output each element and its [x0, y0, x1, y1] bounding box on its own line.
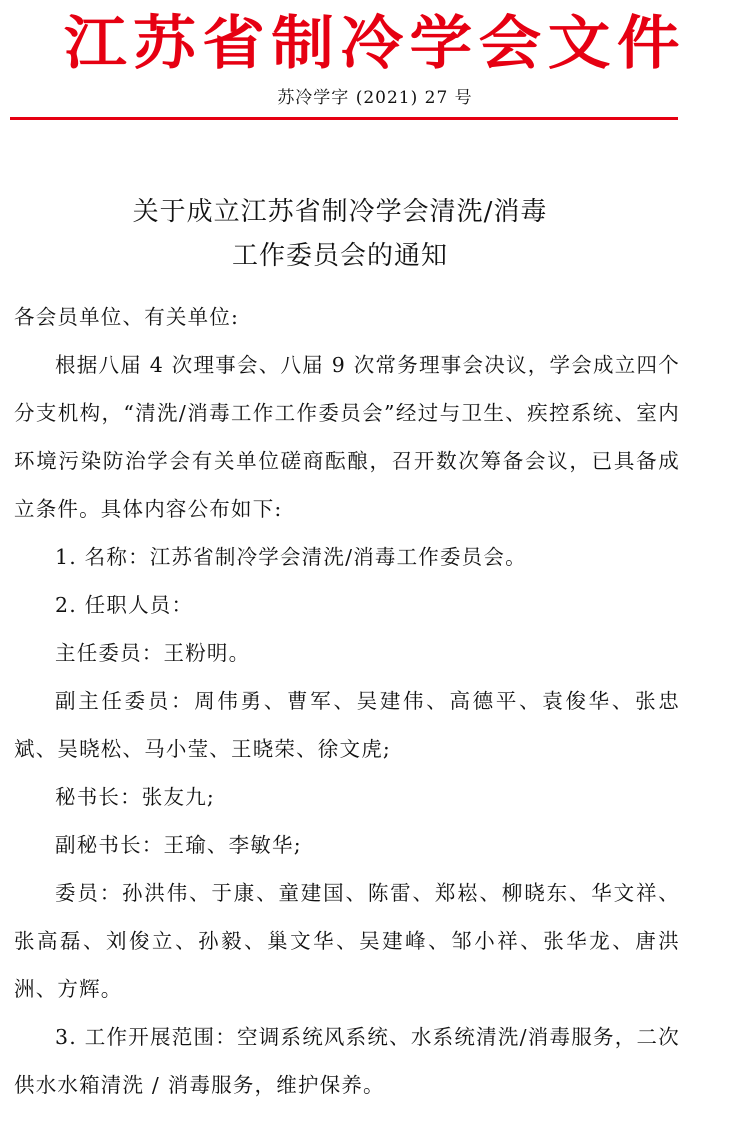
- notice-title: [0, 190, 680, 278]
- item-personnel: 2. 任职人员：: [55, 593, 194, 617]
- intro-paragraph: 根据八届 4 次理事会、八届 9 次常务理事会决议，学会成立四个分支机构，“清洗/消毒工作工作委员会”经过与卫生、疾控系统、室内环境污染防治学会有关单位磋商酝酿，召开数次筹备会议，已具备成立条件。具体内容公布如下:: [14, 353, 680, 521]
- red-divider-line: [10, 117, 678, 120]
- work-scope: 3. 工作开展范围：空调系统风系统、水系统清洗/消毒服务，二次供水水箱清洗 / 消毒服务，维护保养。: [14, 1025, 680, 1097]
- document-masthead: [0, 8, 750, 78]
- notice-title-line-2: 工作委员会的通知: [231, 241, 448, 271]
- director: 主任委员：王粉明。: [55, 641, 251, 665]
- document-body: [14, 293, 680, 1109]
- committee-members: 委员：孙洪伟、于康、童建国、陈雷、郑崧、柳晓东、华文祥、张高磊、刘俊立、孙毅、巢文华、吴建峰、邹小祥、张华龙、唐洪洲、方辉。: [14, 881, 680, 1001]
- secretary-general: 秘书长：张友九;: [55, 785, 216, 809]
- deputy-secretary-general: 副秘书长：王瑜、李敏华;: [55, 833, 302, 857]
- document-number: 苏冷学字 (2021) 27 号: [277, 88, 473, 108]
- masthead-title: 江苏省制冷学会文件: [63, 9, 687, 77]
- notice-title-line-1: 关于成立江苏省制冷学会清洗/消毒: [132, 197, 548, 227]
- item-name: 1. 名称：江苏省制冷学会清洗/消毒工作委员会。: [55, 545, 527, 569]
- deputy-directors: 副主任委员：周伟勇、曹军、吴建伟、高德平、袁俊华、张忠斌、吴晓松、马小莹、王晓荣、徐文虎;: [14, 689, 680, 761]
- salutation: 各会员单位、有关单位:: [14, 305, 240, 329]
